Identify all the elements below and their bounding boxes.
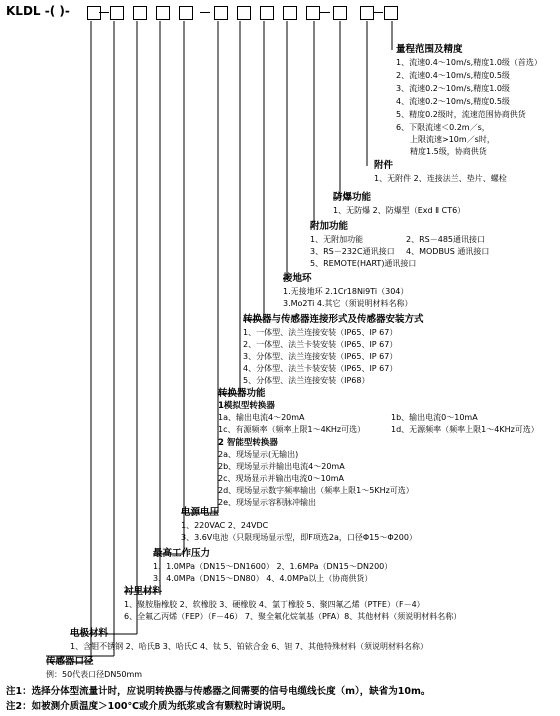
lining-line: 1、聚胺脂橡胶 2、软橡胶 3、硬橡胶 4、氯丁橡胶 5、聚四氟乙烯（PTFE）（F－4） xyxy=(124,600,425,609)
range-line: 4、流速0.2～10m/s,精度0.5级 xyxy=(396,97,510,106)
extra-line: 3、RS－232C通讯接口 xyxy=(310,247,395,256)
explosion-title: 防爆功能 xyxy=(333,192,372,203)
diameter-title: 传感器口径 xyxy=(46,656,94,667)
note-1: 注1：选择分体型流量计时，应说明转换器与传感器之间需要的信号电缆线长度（m），缺省为10m。 xyxy=(6,686,431,697)
ground-title: 接地环 xyxy=(283,273,312,284)
converter-line: 2e、现场显示容积脉冲输出 xyxy=(218,498,317,507)
range-line: 1、流速0.4～10m/s,精度1.0级（首选） xyxy=(396,58,542,67)
note-2: 注2：如被测介质温度＞100℃或介质为纸浆或含有颗粒时请说明。 xyxy=(6,701,291,712)
code-dash xyxy=(320,12,330,13)
code-box xyxy=(156,6,170,20)
ground-line: 3.Mo2Ti 4.其它（须说明材料名称） xyxy=(283,299,413,308)
code-box xyxy=(260,6,274,20)
converter-line: 2b、现场显示并输出电流4～20mA xyxy=(218,462,345,471)
range-line: 3、流速0.2～10m/s,精度1.0级 xyxy=(396,84,510,93)
extra-title: 附加功能 xyxy=(310,221,349,232)
extra-line: 1、无附加功能 xyxy=(310,235,364,244)
connection-title: 转换器与传感器连接形式及传感器安装方式 xyxy=(243,314,424,325)
connection-line: 5、分体型、法兰连接安装（IP68） xyxy=(243,376,370,385)
accessory-line: 1、无附件 2、连接法兰、垫片、螺栓 xyxy=(374,174,507,183)
connection-line: 3、分体型、法兰连接安装（IP65、IP 67） xyxy=(243,352,398,361)
pressure-line: 3、4.0MPa（DN15～DN80） 4、4.0MPa以上（协商供货） xyxy=(153,574,373,583)
ground-line: 1.无接地环 2.1Cr18Ni9Ti（304） xyxy=(283,287,409,296)
converter-line: 2c、现场显示并输出电流0～10mA xyxy=(218,474,345,483)
extra-line: 5、REMOTE(HART)通讯接口 xyxy=(310,259,417,268)
connection-line: 2、一体型、法兰卡装安装（IP65、IP 67） xyxy=(243,340,398,349)
accessory-title: 附件 xyxy=(374,160,394,171)
code-dash xyxy=(200,12,210,13)
model-code-prefix: KLDL -( )- xyxy=(6,4,70,18)
power-line: 3、3.6V电池（只限现场显示型，即F项选2a，口径Φ15～Φ200） xyxy=(181,533,417,542)
code-box xyxy=(360,6,374,20)
code-box xyxy=(384,6,398,20)
code-box xyxy=(214,6,228,20)
converter-line: 1b、输出电流0～10mA xyxy=(391,413,478,422)
range-line: 2、流速0.4～10m/s,精度0.5级 xyxy=(396,71,510,80)
range-line: 5、精度0.2级时，流速范围协商供货 xyxy=(396,110,526,119)
electrode-title: 电极材料 xyxy=(70,628,109,639)
diameter-line: 例：50代表口径DN50mm xyxy=(46,670,143,679)
connection-line: 4、分体型、法兰卡装安装（IP65、IP 67） xyxy=(243,364,398,373)
converter-line: 1d、无源频率（频率上限1～4KHz可选） xyxy=(391,425,539,434)
converter-line: 1a、输出电流4～20mA xyxy=(218,413,305,422)
code-box xyxy=(237,6,251,20)
power-line: 1、220VAC 2、24VDC xyxy=(181,521,269,530)
lining-line: 6、全氟乙丙烯（FEP）（F－46） 7、聚全氟化烷氧基（PFA）8、其他材料（须说明材料名称） xyxy=(124,612,462,621)
converter-line: 1c、有源频率（频率上限1～4KHz可选） xyxy=(218,425,366,434)
converter-analog-title: 1模拟型转换器 xyxy=(218,401,275,411)
range-line: 上限流速>10m／s时， xyxy=(410,135,495,144)
electrode-line: 1、含钼不锈钢 2、哈氏B 3、哈氏C 4、钛 5、铂铱合金 6、钽 7、其他特殊材料（须说明材料名称） xyxy=(70,642,428,651)
range-line: 6、下限流速＜0.2m／s， xyxy=(396,123,490,132)
pressure-line: 1、1.0MPa（DN15～DN1600） 2、1.6MPa（DN15～DN200） xyxy=(153,562,393,571)
range-line: 精度1.5级，协商供货 xyxy=(410,147,487,156)
code-box xyxy=(133,6,147,20)
explosion-line: 1、无防爆 2、防爆型（Exd Ⅱ CT6） xyxy=(333,206,466,215)
extra-line: 2、RS－485通讯接口 xyxy=(406,235,485,244)
code-box xyxy=(306,6,320,20)
connection-line: 1、一体型、法兰连接安装（IP65、IP 67） xyxy=(243,328,398,337)
code-dash xyxy=(99,12,109,13)
code-box xyxy=(333,6,347,20)
range-title: 量程范围及精度 xyxy=(396,44,463,55)
extra-line: 4、MODBUS 通讯接口 xyxy=(406,247,490,256)
converter-smart-title: 2 智能型转换器 xyxy=(218,438,278,448)
converter-line: 2d、现场显示数字频率输出（频率上限1～5KHz可选） xyxy=(218,486,414,495)
converter-title: 转换器功能 xyxy=(218,388,266,399)
converter-line: 2a、现场显示(无输出) xyxy=(218,450,299,459)
pressure-title: 最高工作压力 xyxy=(153,548,211,559)
code-box xyxy=(110,6,124,20)
code-box xyxy=(283,6,297,20)
power-title: 电源电压 xyxy=(181,507,220,518)
code-dash xyxy=(373,12,383,13)
lining-title: 衬里材料 xyxy=(124,586,163,597)
code-box xyxy=(179,6,193,20)
